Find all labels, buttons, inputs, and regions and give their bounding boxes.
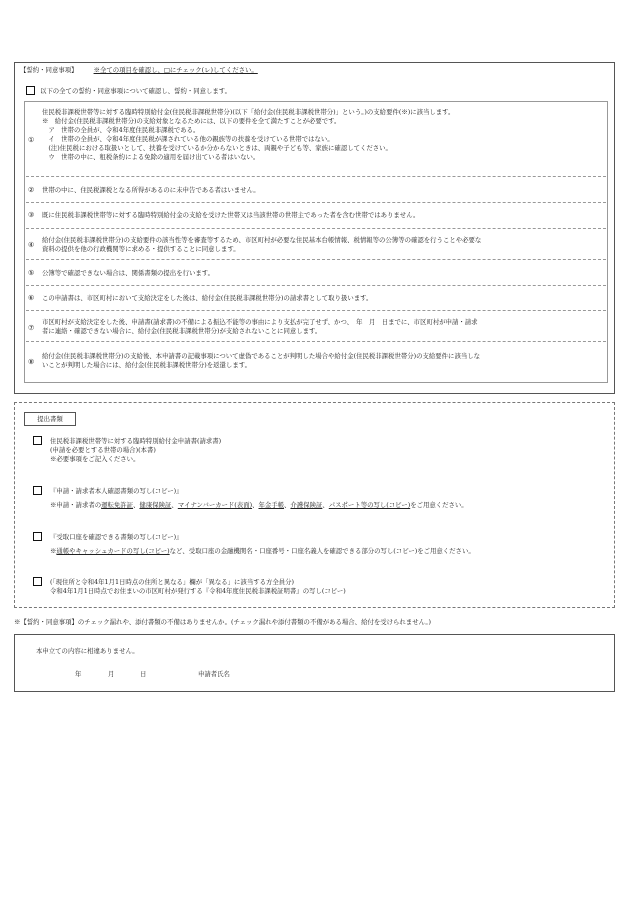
oath-item-4 bbox=[42, 236, 481, 254]
document-3-note-underlined: 通帳やキャッシュカードの写し(コピー) bbox=[56, 547, 170, 555]
date-year-label: 年 bbox=[75, 670, 82, 678]
document-1-line: (申請を必要とする世帯の場合)(本書) bbox=[50, 446, 156, 454]
oath-item-2-text: 世帯の中に、住民税課税となる所得があるのに未申告である者はいません。 bbox=[42, 186, 260, 194]
oath-item-1-line: (注)住民税における取扱いとして、扶養を受けているか分からないときは、両親や子ども等、家族に確認してください。 bbox=[42, 144, 392, 152]
oath-instruction: ※全ての項目を確認し、□にチェック(レ)してください。 bbox=[93, 66, 258, 74]
id-doc-drivers-license: 運転免許証 bbox=[101, 501, 134, 509]
applicant-name-label: 申請者氏名 bbox=[198, 670, 230, 678]
document-4 bbox=[50, 578, 346, 596]
oath-item-1-line: 住民税非課税世帯等に対する臨時特別給付金(住民税非課税世帯分)(以下「給付金(住民税非課税世帯分)」という。)の支給要件(※)に該当します。 bbox=[42, 108, 455, 116]
document-1-checkbox[interactable] bbox=[33, 436, 42, 445]
document-3-title: 『受取口座を確認できる書類の写し(コピー)』 bbox=[50, 533, 183, 541]
document-3 bbox=[50, 533, 475, 556]
document-1-line: ※必要事項をご記入ください。 bbox=[50, 455, 140, 463]
document-2-title: 『申請・請求者本人確認書類の写し(コピー)』 bbox=[50, 487, 183, 495]
oath-item-5-text: 公簿等で確認できない場合は、関係書類の提出を行います。 bbox=[42, 269, 215, 277]
document-3-note-suffix: など、受取口座の金融機関名・口座番号・口座名義人を確認できる部分の写し(コピー)をご用意ください。 bbox=[169, 547, 475, 555]
oath-item-7-line: 者に連絡・確認できない場合に、給付金(住民税非課税世帯分)が支給されないことに同意します。 bbox=[42, 327, 322, 335]
id-doc-mynumber-card: マイナンバーカード(表面) bbox=[177, 501, 253, 509]
id-doc-care-insurance: 介護保険証 bbox=[290, 501, 323, 509]
oath-item-7 bbox=[42, 318, 478, 336]
document-2-note-suffix: をご用意ください。 bbox=[410, 501, 468, 509]
id-doc-passport: パスポート等の写し(コピー) bbox=[328, 501, 411, 509]
signature-statement: 本申立ての内容に相違ありません。 bbox=[36, 647, 139, 655]
oath-item-1-line: ※ 給付金(住民税非課税世帯分)の支給対象となるためには、以下の要件を全て満たすことが必要です。 bbox=[42, 117, 341, 125]
oath-item-6-number: ⑥ bbox=[28, 294, 35, 302]
oath-item-1-number: ① bbox=[28, 136, 35, 144]
oath-item-7-line: 市区町村が支給決定をした後、申請書(請求書)の不備による振込不能等の事由により支払が完了せず、かつ、 年 月 日までに、市区町村が申請・請求 bbox=[42, 318, 478, 326]
document-2-note-prefix: ※申請・請求者の bbox=[50, 501, 102, 509]
document-3-note bbox=[50, 547, 475, 556]
footer-note: ※【誓約・同意事項】のチェック漏れや、添付書類の不備はありませんか。(チェック漏れや添付書類の不備がある場合、給付を受けられません。) bbox=[14, 618, 432, 626]
document-1 bbox=[50, 437, 221, 464]
all-consent-checkbox[interactable] bbox=[26, 86, 35, 95]
oath-item-4-line: 給付金(住民税非課税世帯分)の支給要件の該当性等を審査等するため、市区町村が必要な住民基本台帳情報、税情報等の公簿等の確認を行うことや必要な bbox=[42, 236, 482, 244]
documents-title: 提出書類 bbox=[24, 412, 76, 426]
oath-item-6-text: この申請書は、市区町村において支給決定をした後は、給付金(住民税非課税世帯分)の請求書として取り扱います。 bbox=[42, 294, 373, 302]
date-month-label: 月 bbox=[108, 670, 115, 678]
oath-item-1 bbox=[42, 108, 454, 162]
oath-header: 【誓約・同意事項】 bbox=[20, 66, 78, 74]
id-doc-pension-book: 年金手帳 bbox=[258, 501, 285, 509]
oath-item-2-number: ② bbox=[28, 186, 35, 194]
oath-item-3-text: 既に住民税非課税世帯等に対する臨時特別給付金の支給を受けた世帯又は当該世帯の世帯主であった者を含む世帯ではありません。 bbox=[42, 211, 420, 219]
document-4-line: (「現住所と令和4年1月1日時点の住所と異なる」欄が「異なる」に該当する方全員分) bbox=[50, 578, 295, 586]
document-2 bbox=[50, 487, 468, 510]
document-2-checkbox[interactable] bbox=[33, 486, 42, 495]
id-doc-health-insurance: 健康保険証 bbox=[139, 501, 172, 509]
oath-item-5-number: ⑤ bbox=[28, 269, 35, 277]
oath-item-1-line: ウ 世帯の中に、租税条約による免除の適用を届け出ている者はいない。 bbox=[42, 153, 260, 161]
oath-item-3-number: ③ bbox=[28, 211, 35, 219]
all-consent-label: 以下の全ての誓約・同意事項について確認し、誓約・同意します。 bbox=[40, 87, 232, 95]
document-1-line: 住民税非課税世帯等に対する臨時特別給付金申請書(請求書) bbox=[50, 437, 222, 445]
oath-item-7-number: ⑦ bbox=[28, 324, 35, 332]
document-2-note: ※申請・請求者の運転免許証、健康保険証、マイナンバーカード(表面)、年金手帳、介護保険証、パスポート等の写し(コピー)をご用意ください。 bbox=[50, 501, 468, 509]
oath-item-1-line: イ 世帯の全員が、令和4年度住民税が課されている他の親族等の扶養を受けている世帯ではない。 bbox=[42, 135, 334, 143]
oath-item-8-line: いことが判明した場合には、給付金(住民税非課税世帯分)を返還します。 bbox=[42, 361, 251, 369]
date-day-label: 日 bbox=[140, 670, 147, 678]
oath-item-4-number: ④ bbox=[28, 241, 35, 249]
document-3-checkbox[interactable] bbox=[33, 532, 42, 541]
document-3-note-prefix: ※ bbox=[50, 547, 57, 555]
document-4-line: 令和4年1月1日時点でお住まいの市区町村が発行する『令和4年度住民税非課税証明書』の写し(コピー) bbox=[50, 587, 346, 595]
oath-item-8-number: ⑧ bbox=[28, 358, 35, 366]
document-4-checkbox[interactable] bbox=[33, 577, 42, 586]
oath-item-1-line: ア 世帯の全員が、令和4年度住民税非課税である。 bbox=[42, 126, 200, 134]
oath-item-8-line: 給付金(住民税非課税世帯分)の支給後、本申請書の記載事項について虚偽であることが判明した場合や給付金(住民税非課税世帯分)の支給要件に該当しな bbox=[42, 352, 481, 360]
oath-item-4-line: 資料の提供を他の行政機関等に求める・提供することに同意します。 bbox=[42, 245, 240, 253]
oath-header-row bbox=[20, 66, 258, 75]
signature-section bbox=[14, 634, 615, 692]
oath-item-8 bbox=[42, 352, 480, 370]
